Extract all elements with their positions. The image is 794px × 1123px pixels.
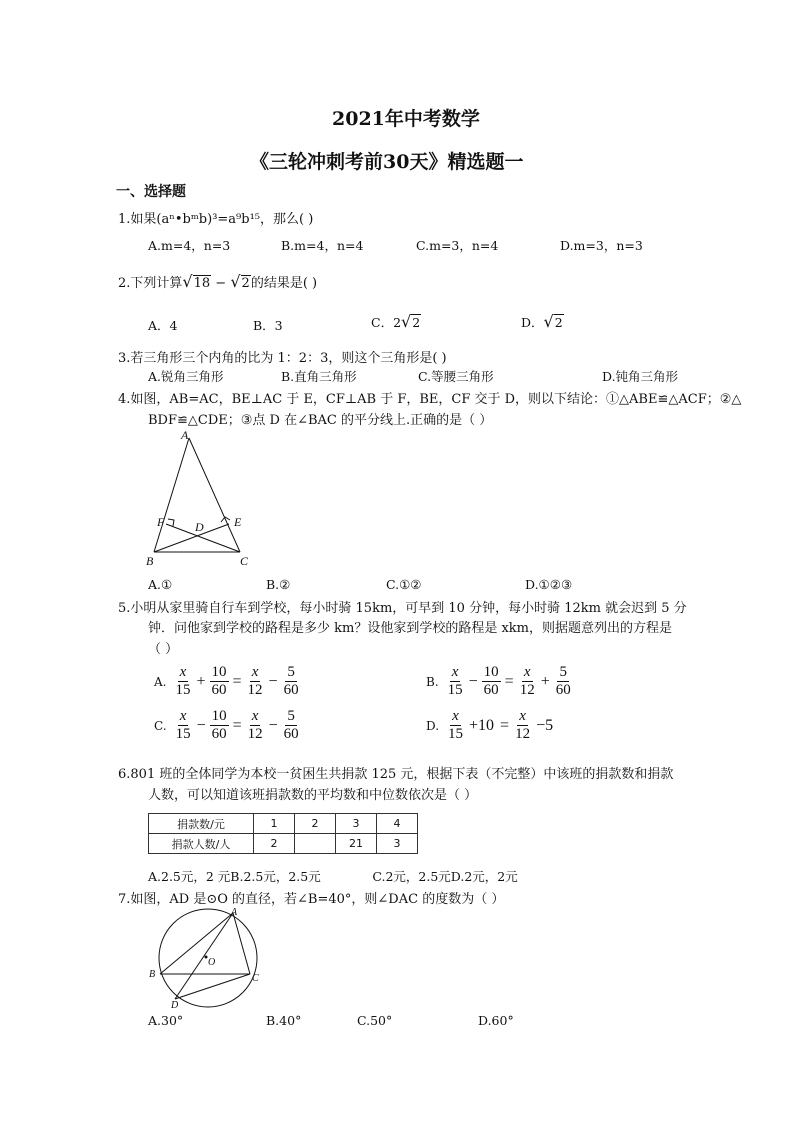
table-cell: 3 bbox=[336, 814, 377, 834]
table-cell: 2 bbox=[295, 814, 336, 834]
q2-minus: − bbox=[211, 276, 231, 291]
q2-option-d: D．√2 bbox=[521, 312, 563, 331]
q4-stem-line1: 4.如图，AB=AC，BE⊥AC 于 E，CF⊥AB 于 F，BE，CF 交于 D，则以下结论：①△ABE≌△ACF；②△ bbox=[118, 392, 742, 407]
q7-option-d: D.60° bbox=[478, 1013, 514, 1028]
label-a: A bbox=[231, 907, 238, 918]
seg-ad-diameter bbox=[175, 913, 233, 999]
q1-option-c: C.m=3，n=4 bbox=[416, 238, 499, 253]
q1-stem: 1.如果(aⁿ•bᵐb)³=a⁹b¹⁵，那么( ) bbox=[118, 212, 314, 227]
label-f: F bbox=[157, 515, 165, 529]
q4-option-d: D.①②③ bbox=[525, 577, 573, 592]
q5-stem-line2: 钟．问他家到学校的路程是多少 km？设他家到学校的路程是 xkm，则据题意列出的方程是 bbox=[148, 621, 673, 636]
q4-stem-line2: BDF≌△CDE；③点 D 在∠BAC 的平分线上.正确的是（ ） bbox=[148, 413, 493, 428]
q4-option-c: C.①② bbox=[386, 577, 422, 592]
q5-stem-line3: （ ） bbox=[148, 642, 179, 657]
table-cell: 4 bbox=[377, 814, 418, 834]
label-c: C bbox=[252, 973, 259, 984]
q6-stem-line1: 6.801 班的全体同学为本校一贫困生共捐款 125 元，根据下表（不完整）中该班的捐款数和捐款 bbox=[118, 767, 674, 782]
label-c: C bbox=[240, 554, 249, 568]
q1-option-d: D.m=3，n=3 bbox=[560, 238, 643, 253]
q1-option-a: A.m=4，n=3 bbox=[148, 238, 231, 253]
q3-option-c: C.等腰三角形 bbox=[418, 369, 494, 384]
q3-option-b: B.直角三角形 bbox=[281, 369, 357, 384]
q7-option-c: C.50° bbox=[357, 1013, 393, 1028]
table-cell bbox=[295, 834, 336, 854]
q1-option-b: B.m=4，n=4 bbox=[281, 238, 364, 253]
table-cell: 1 bbox=[254, 814, 295, 834]
q3-option-a: A.锐角三角形 bbox=[148, 369, 224, 384]
table-cell: 捐款数/元 bbox=[149, 814, 254, 834]
label-d: D bbox=[195, 520, 204, 534]
table-cell: 捐款人数/人 bbox=[149, 834, 254, 854]
q5-option-a: A. $\frac{x}{15}$ + $\frac{10}{60}$ = $\frac{x}{12}$ − $\frac{5}{60}$ bbox=[154, 664, 299, 698]
q7-option-a: A.30° bbox=[148, 1013, 184, 1028]
q4-option-b: B.② bbox=[266, 577, 291, 592]
q4-option-a: A.① bbox=[148, 577, 173, 592]
q7-option-b: B.40° bbox=[266, 1013, 302, 1028]
sqrt-2: √2 bbox=[230, 272, 250, 291]
q5-option-c: C. $\frac{x}{15}$ − $\frac{10}{60}$ = $\frac{x}{12}$ − $\frac{5}{60}$ bbox=[154, 708, 299, 742]
label-e: E bbox=[234, 515, 242, 529]
table-cell: 3 bbox=[377, 834, 418, 854]
q7-circle-figure bbox=[146, 904, 270, 1012]
q2-stem-pre: 2.下列计算 bbox=[118, 276, 183, 291]
q4-triangle-figure bbox=[140, 426, 260, 574]
label-a: A bbox=[181, 428, 189, 442]
page-subtitle: 《三轮冲刺考前30天》精选题一 bbox=[250, 151, 524, 173]
page-title: 2021年中考数学 bbox=[332, 108, 480, 130]
table-cell: 21 bbox=[336, 834, 377, 854]
q6-stem-line2: 人数，可以知道该班捐款数的平均数和中位数依次是（ ） bbox=[148, 788, 478, 803]
seg-ab bbox=[154, 438, 189, 552]
seg-be bbox=[154, 524, 229, 552]
q5-stem-line1: 5.小明从家里骑自行车到学校，每小时骑 15km，可早到 10 分钟，每小时骑 12km 就会迟到 5 分 bbox=[118, 601, 687, 616]
q5-option-b: B. $\frac{x}{15}$ − $\frac{10}{60}$ = $\frac{x}{12}$ + $\frac{5}{60}$ bbox=[426, 664, 571, 698]
label-b: B bbox=[146, 554, 154, 568]
q3-option-d: D.钝角三角形 bbox=[602, 369, 679, 384]
q5-option-d: D. $\frac{x}{15}$ +10 = $\frac{x}{12}$ −5 bbox=[426, 708, 554, 742]
section-heading: 一、选择题 bbox=[116, 184, 186, 200]
q2-stem-post: 的结果是( ) bbox=[250, 276, 318, 291]
table-row bbox=[149, 834, 418, 854]
seg-ab bbox=[160, 913, 233, 974]
q7-stem: 7.如图，AD 是⊙O 的直径，若∠B=40°，则∠DAC 的度数为（ ） bbox=[118, 892, 505, 907]
seg-ac bbox=[189, 438, 240, 552]
table-cell: 2 bbox=[254, 834, 295, 854]
q3-stem: 3.若三角形三个内角的比为 1：2：3，则这个三角形是( ) bbox=[118, 351, 447, 366]
label-d: D bbox=[171, 1000, 179, 1011]
table-row bbox=[149, 814, 418, 834]
q6-donation-table bbox=[148, 813, 418, 854]
seg-dc bbox=[175, 974, 250, 999]
sqrt-18: √18 bbox=[182, 272, 211, 291]
label-b: B bbox=[149, 969, 156, 980]
q2-option-c: C．2√2 bbox=[371, 312, 421, 331]
q2-option-a: A．4 bbox=[148, 318, 178, 333]
q2-option-b: B．3 bbox=[253, 318, 283, 333]
q6-options: A.2.5元，2 元B.2.5元，2.5元 C.2元，2.5元D.2元，2元 bbox=[148, 869, 518, 884]
q2-stem bbox=[118, 272, 317, 291]
label-o: O bbox=[208, 957, 216, 968]
